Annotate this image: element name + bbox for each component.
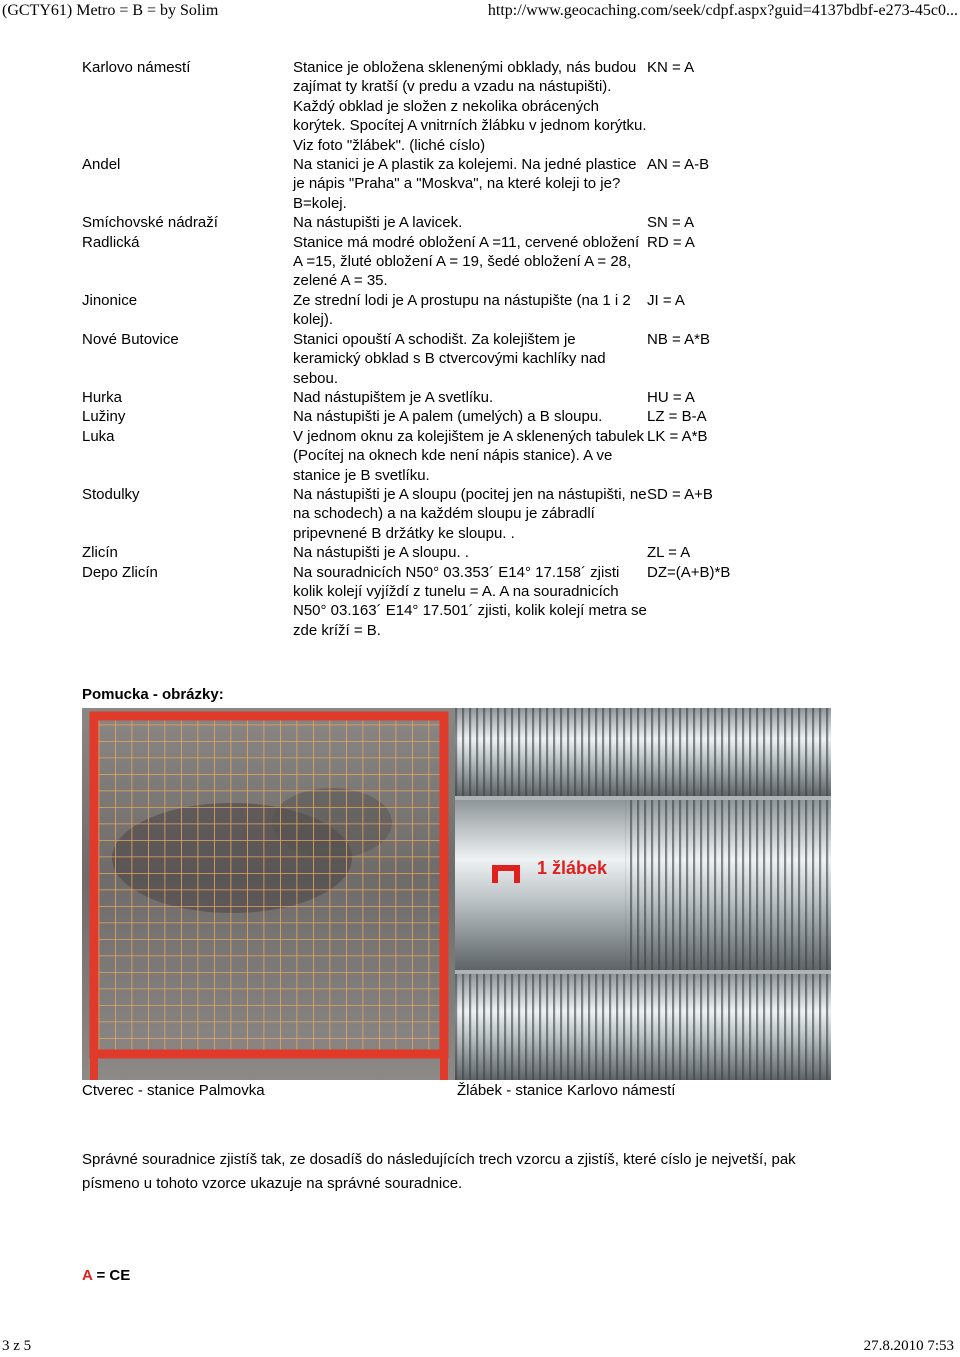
station-table — [82, 58, 762, 640]
station-description: Na nástupišti je A sloupu (pocitej jen na nástupišti, ne na schodech) a na každém sloupu je zábradlí pripevnené B držátky ke sloupu. . — [293, 485, 647, 542]
table-row — [82, 155, 762, 213]
station-formula: SD = A+B — [647, 485, 713, 503]
station-description: Na nástupišti je A lavicek. — [293, 214, 463, 232]
table-row — [82, 233, 762, 291]
station-name: Hurka — [82, 388, 123, 406]
table-row — [82, 427, 762, 485]
header-title: (GCTY61) Metro = B = by Solim — [2, 2, 219, 19]
station-description: Na souradnicích N50° 03.353´ E14° 17.158´ zjisti kolik kolejí vyjíždí z tunelu = A. A na souradnicích N50° 03.163´ E14° 17.501´ zjisti, kolik kolejí metra se zde kríží = B. — [293, 563, 647, 639]
station-formula: LZ = B-A — [647, 408, 707, 426]
station-formula: HU = A — [647, 388, 695, 406]
table-row — [82, 407, 762, 426]
station-name: Depo Zlicín — [82, 563, 158, 581]
station-formula: NB = A*B — [647, 330, 710, 348]
station-formula: DZ=(A+B)*B — [647, 563, 731, 581]
hint-heading: Pomucka - obrázky: — [82, 686, 224, 703]
caption-square: Ctverec - stanice Palmovka — [82, 1082, 265, 1099]
station-formula: KN = A — [647, 59, 695, 76]
table-row — [82, 388, 762, 407]
groove-label: 1 žlábek — [537, 858, 608, 878]
footer-date: 27.8.2010 7:53 — [863, 1338, 954, 1354]
table-row — [82, 213, 762, 232]
table-row — [82, 291, 762, 330]
photo-groove — [455, 708, 831, 1080]
station-description: V jednom oknu za kolejištem je A sklenených tabulek (Pocítej na oknech kde není nápis stanice). A ve stanice je B svetlíku. — [293, 427, 645, 484]
station-formula: RD = A — [647, 233, 695, 251]
station-formula: LK = A*B — [647, 427, 708, 445]
station-formula: JI = A — [647, 291, 685, 309]
station-name: Zlicín — [82, 544, 118, 562]
station-formula: ZL = A — [647, 544, 691, 562]
header-url[interactable]: http://www.geocaching.com/seek/cdpf.aspx?guid=4137bdbf-e273-45c0... — [487, 2, 958, 19]
table-row — [82, 563, 762, 641]
formula-a — [82, 1267, 130, 1284]
station-description: Na stanici je A plastik za kolejemi. Na jedné plastice je nápis "Praha" a "Moskva", na které koleji to je? B=kolej. — [293, 156, 637, 212]
station-description: Na nástupišti je A palem (umelých) a B sloupu. — [293, 408, 603, 426]
table-row — [82, 485, 762, 543]
station-formula: AN = A-B — [647, 156, 710, 174]
footer-page-number: 3 z 5 — [2, 1338, 32, 1354]
station-name: Smíchovské nádraží — [82, 214, 218, 232]
station-name: Andel — [82, 156, 121, 174]
table-row — [82, 330, 762, 388]
station-name: Luka — [82, 427, 115, 445]
station-formula: SN = A — [647, 214, 695, 232]
station-name: Lužiny — [82, 408, 126, 426]
station-description: Stanice má modré obložení A =11, cervené obložení A =15, žluté obložení A = 19, šedé obložení A = 28, zelené A = 35. — [293, 233, 640, 290]
station-description: Stanici opouští A schodišt. Za kolejištem je keramický obklad s B ctvercovými kachlíky nad sebou. — [293, 330, 606, 387]
caption-groove: Žlábek - stanice Karlovo námestí — [457, 1082, 676, 1099]
station-name: Radlická — [82, 233, 140, 251]
square-grid-image — [82, 708, 455, 1080]
station-description: Ze strední lodi je A prostupu na nástupište (na 1 i 2 kolej). — [293, 291, 631, 329]
station-name: Jinonice — [82, 291, 138, 309]
station-description: Na nástupišti je A sloupu. . — [293, 544, 469, 562]
station-name: Stodulky — [82, 485, 140, 503]
station-name: Karlovo námestí — [82, 59, 191, 76]
groove-tiles-image — [455, 708, 831, 1080]
formula-a-letter: A — [82, 1267, 93, 1284]
station-description: Nad nástupištem je A svetlíku. — [293, 388, 494, 406]
instruction-paragraph: Správné souradnice zjistíš tak, ze dosadíš do následujících trech vzorcu a zjistíš, které císlo je nejvetší, pak písmeno u tohoto vzorce ukazuje na správné souradnice. — [82, 1151, 796, 1192]
station-name: Nové Butovice — [82, 330, 179, 348]
station-description: Stanice je obložena sklenenými obklady, nás budou zajímat ty kratší (v predu a vzadu na nástupišti). Každý obklad je složen z nekolika obrácených korýtek. Spocítej A vnitrních žlábku v jednom korýtku. Viz foto "žlábek". (liché císlo) — [293, 59, 647, 154]
formula-a-rest: = CE — [92, 1267, 131, 1284]
photo-square-grid — [82, 708, 455, 1080]
table-row — [82, 58, 762, 155]
table-row — [82, 543, 762, 562]
